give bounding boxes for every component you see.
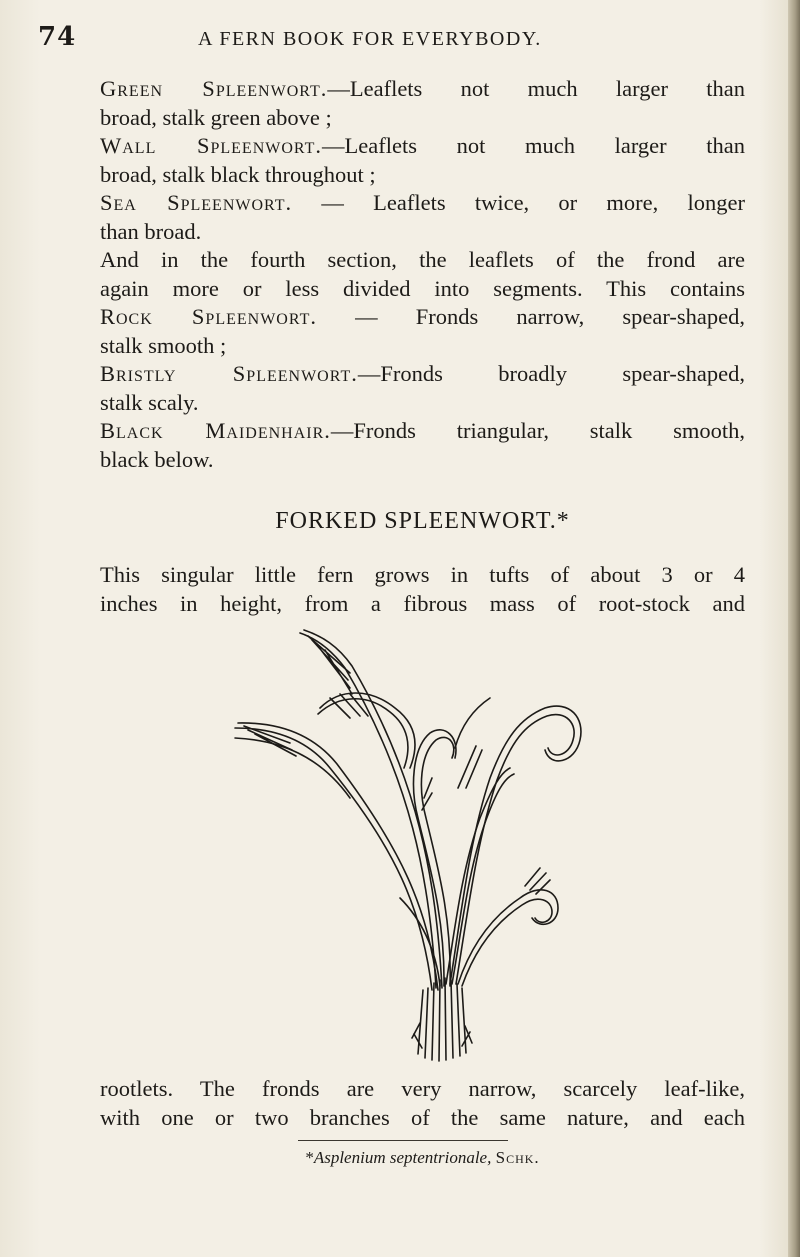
footnote-authority: Schk. xyxy=(495,1148,540,1167)
text-line xyxy=(100,275,745,304)
line-text: — Leaflets twice, or more, longer xyxy=(292,190,745,215)
footnote-latin-name: Asplenium septentrionale, xyxy=(313,1148,492,1167)
frond-top-right xyxy=(450,698,581,984)
species-name: Bristly Spleenwort. xyxy=(100,361,358,386)
line-text: —Leaflets not much larger than xyxy=(322,133,745,158)
line-text: —Fronds broadly spear-shaped, xyxy=(357,361,745,386)
text-line xyxy=(100,389,745,418)
text-line xyxy=(100,218,745,247)
paragraph-continuation xyxy=(100,1075,745,1132)
line-text: broad, stalk green above ; xyxy=(100,104,332,130)
paragraph-species-list xyxy=(100,75,745,474)
text-line xyxy=(100,189,745,218)
species-name: Sea Spleenwort. xyxy=(100,190,293,215)
frond-right-curl xyxy=(458,868,558,986)
frond-upper-curl xyxy=(318,693,415,768)
species-name: Rock Spleenwort. xyxy=(100,304,317,329)
section-heading: FORKED SPLEENWORT.* xyxy=(275,508,570,534)
text-line xyxy=(100,104,745,133)
text-line: rootlets. The fronds are very narrow, scarcely leaf-like, xyxy=(100,1076,745,1101)
line-text: — Fronds narrow, spear-shaped, xyxy=(316,304,746,329)
root-tuft xyxy=(412,978,472,1061)
line-text: And in the fourth section, the leaflets of the frond are xyxy=(100,247,745,272)
text-line: with one or two branches of the same nature, and each xyxy=(100,1104,745,1130)
line-text: than broad. xyxy=(100,218,202,244)
footnote-rule xyxy=(298,1140,508,1141)
running-head: A FERN BOOK FOR EVERYBODY. xyxy=(198,28,542,50)
text-line: This singular little fern grows in tufts of about 3 or 4 xyxy=(100,562,745,587)
text-line xyxy=(100,417,745,446)
text-line xyxy=(100,161,745,190)
text-line xyxy=(100,446,745,475)
footnote xyxy=(100,1148,745,1168)
line-text: stalk smooth ; xyxy=(100,332,227,358)
paragraph-description xyxy=(100,561,745,618)
frond-left xyxy=(235,723,438,990)
forked-spleenwort-illustration xyxy=(200,628,640,1068)
text-line xyxy=(100,132,745,161)
text-line xyxy=(100,360,745,389)
text-line xyxy=(100,246,745,275)
frond-mid-right xyxy=(400,768,514,986)
line-text: stalk scaly. xyxy=(100,389,199,415)
text-line xyxy=(100,303,745,332)
species-name: Black Maidenhair. xyxy=(100,418,331,443)
footnote-marker: * xyxy=(305,1148,314,1167)
line-text: again more or less divided into segments. This contains xyxy=(100,275,745,301)
text-line xyxy=(100,75,745,104)
line-text: —Fronds triangular, stalk smooth, xyxy=(330,418,745,443)
line-text: black below. xyxy=(100,446,214,472)
page-header xyxy=(38,22,738,62)
species-name: Wall Spleenwort. xyxy=(100,133,323,158)
line-text: —Leaflets not much larger than xyxy=(327,76,745,101)
species-name: Green Spleenwort. xyxy=(100,76,328,101)
line-text: broad, stalk black throughout ; xyxy=(100,161,376,187)
text-line: inches in height, from a fibrous mass of root-stock and xyxy=(100,590,745,616)
page-edge xyxy=(788,0,800,1257)
page-number: 74 xyxy=(38,22,77,52)
text-line xyxy=(100,332,745,361)
